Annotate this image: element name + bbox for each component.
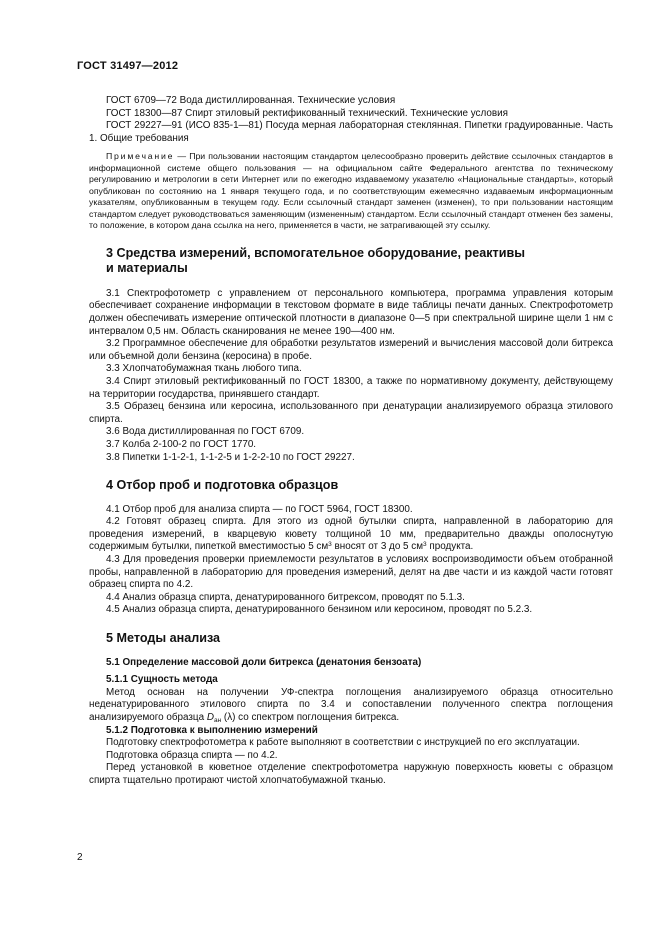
text-run: 4.2 Готовят образец спирта. Для этого из одной бутылки спирта, направленной в лабораторию для проведения измерений, в кварцевую кювету толщиной 10 мм, предварительно дважды ополоснутую содержимым бутылки, пипеткой вместимостью 5 см bbox=[89, 516, 613, 553]
paragraph: 3.1 Спектрофотометр с управлением от персонального компьютера, программа управления которым обеспечивает сохранение информации в текстовом формате в виде таблицы печати данных. Спектрофотометр должен обеспечивать измерение оптической плотности в диапазоне 0—5 при спектральной ширине щели 1 нм с интервалом 0,5 нм. Область сканирования не менее 190—400 нм. bbox=[89, 287, 613, 337]
subscript: ан bbox=[213, 716, 222, 724]
paragraph: 4.5 Анализ образца спирта, денатурированного бензином или керосином, проводят по 5.2.3. bbox=[106, 604, 533, 616]
subsection-5-1-1-heading: 5.1.1 Сущность метода bbox=[106, 674, 218, 686]
subsection-5-1-heading: 5.1 Определение массовой доли битрекса (денатония бензоата) bbox=[106, 656, 422, 668]
document-body bbox=[89, 95, 613, 787]
section-5-heading: 5 Методы анализа bbox=[106, 631, 221, 646]
paragraph: 3.4 Спирт этиловый ректификованный по ГОСТ 18300, а также по нормативному документу, действующему на территории государства, принявшего стандарт. bbox=[89, 376, 613, 400]
section-4-heading: 4 Отбор проб и подготовка образцов bbox=[106, 478, 339, 493]
superscript: 3 bbox=[328, 541, 332, 549]
symbol: D bbox=[206, 711, 214, 723]
section-3-heading-line1: 3 Средства измерений, вспомогательное оборудование, реактивы bbox=[106, 245, 525, 260]
note-paragraph bbox=[89, 151, 613, 232]
paragraph bbox=[89, 687, 613, 725]
paragraph: 4.1 Отбор проб для анализа спирта — по ГОСТ 5964, ГОСТ 18300. bbox=[106, 503, 413, 515]
text-run: (λ) со спектром поглощения битрекса. bbox=[221, 711, 400, 723]
paragraph: 4.4 Анализ образца спирта, денатурированного битрексом, проводят по 5.1.3. bbox=[106, 591, 465, 603]
section-3-heading bbox=[89, 246, 613, 277]
reference-line: ГОСТ 6709—72 Вода дистиллированная. Технические условия bbox=[106, 95, 396, 106]
paragraph: 3.6 Вода дистиллированная по ГОСТ 6709. bbox=[106, 426, 305, 438]
note-label: Примечание bbox=[106, 151, 175, 162]
paragraph: Подготовка образца спирта — по 4.2. bbox=[106, 749, 278, 761]
reference-line: ГОСТ 18300—87 Спирт этиловый ректификованный технический. Технические условия bbox=[106, 107, 508, 119]
paragraph bbox=[89, 516, 613, 554]
section-3-heading-line2: и материалы bbox=[106, 261, 188, 276]
text-run: Метод основан на получении УФ-спектра поглощения анализируемого образца относительно неденатурированного этилового спирта по 3.4 и сопоставлении полученного спектра поглощения анализируемого образца bbox=[89, 686, 613, 723]
paragraph: 3.3 Хлопчатобумажная ткань любого типа. bbox=[106, 363, 302, 375]
paragraph: 3.2 Программное обеспечение для обработки результатов измерений и вычисления массовой доли битрекса или объемной доли бензина (керосина) в пробе. bbox=[89, 338, 613, 362]
reference-line: ГОСТ 29227—91 (ИСО 835-1—81) Посуда мерная лабораторная стеклянная. Пипетки градуированные. Часть 1. Общие требования bbox=[89, 120, 613, 144]
paragraph: 3.8 Пипетки 1-1-2-1, 1-1-2-5 и 1-2-2-10 по ГОСТ 29227. bbox=[106, 451, 355, 463]
page-header: ГОСТ 31497—2012 bbox=[77, 60, 179, 72]
text-run: продукта. bbox=[426, 541, 474, 553]
text-run: вносят от 3 до 5 см bbox=[331, 541, 424, 553]
paragraph: Подготовку спектрофотометра к работе выполняют в соответствии с инструкцией по его эксплуатации. bbox=[106, 737, 580, 749]
subsection-5-1-2-heading: 5.1.2 Подготовка к выполнению измерений bbox=[106, 724, 318, 736]
page-number: 2 bbox=[77, 852, 83, 863]
paragraph: 4.3 Для проведения проверки приемлемости результатов в условиях воспроизводимости объем отобранной пробы, направленной в лабораторию для проведения измерений, делят на две части и из каждой части готовят образец спирта по 4.2. bbox=[89, 554, 613, 591]
note-text: — При пользовании настоящим стандартом целесообразно проверить действие ссылочных стандартов в информационной системе общего пользования — на официальном сайте Федерального агентства по техническому регулированию и метрологии в сети Интернет или по ежегодно издаваемому указателю «Национальные стандарты», который опубликован по состоянию на 1 января текущего года, и по соответствующим ежемесячно издаваемым информационным указателям, опубликованным в текущем году. Если ссылочный стандарт заменен (изменен), то при пользовании настоящим стандартом следует руководствоваться заменяющим (измененным) стандартом. Если ссылочный стандарт отменен без замены, то положение, в котором дана ссылка на него, применяется в части, не затрагивающей эту ссылку. bbox=[89, 151, 613, 231]
superscript: 3 bbox=[423, 541, 427, 549]
paragraph: 3.7 Колба 2-100-2 по ГОСТ 1770. bbox=[106, 439, 257, 450]
paragraph: Перед установкой в кюветное отделение спектрофотометра наружную поверхность кюветы с образцом спирта тщательно протирают чистой хлопчатобумажной тканью. bbox=[89, 762, 613, 786]
paragraph: 3.5 Образец бензина или керосина, использованного при денатурации анализируемого образца этилового спирта. bbox=[89, 401, 613, 425]
